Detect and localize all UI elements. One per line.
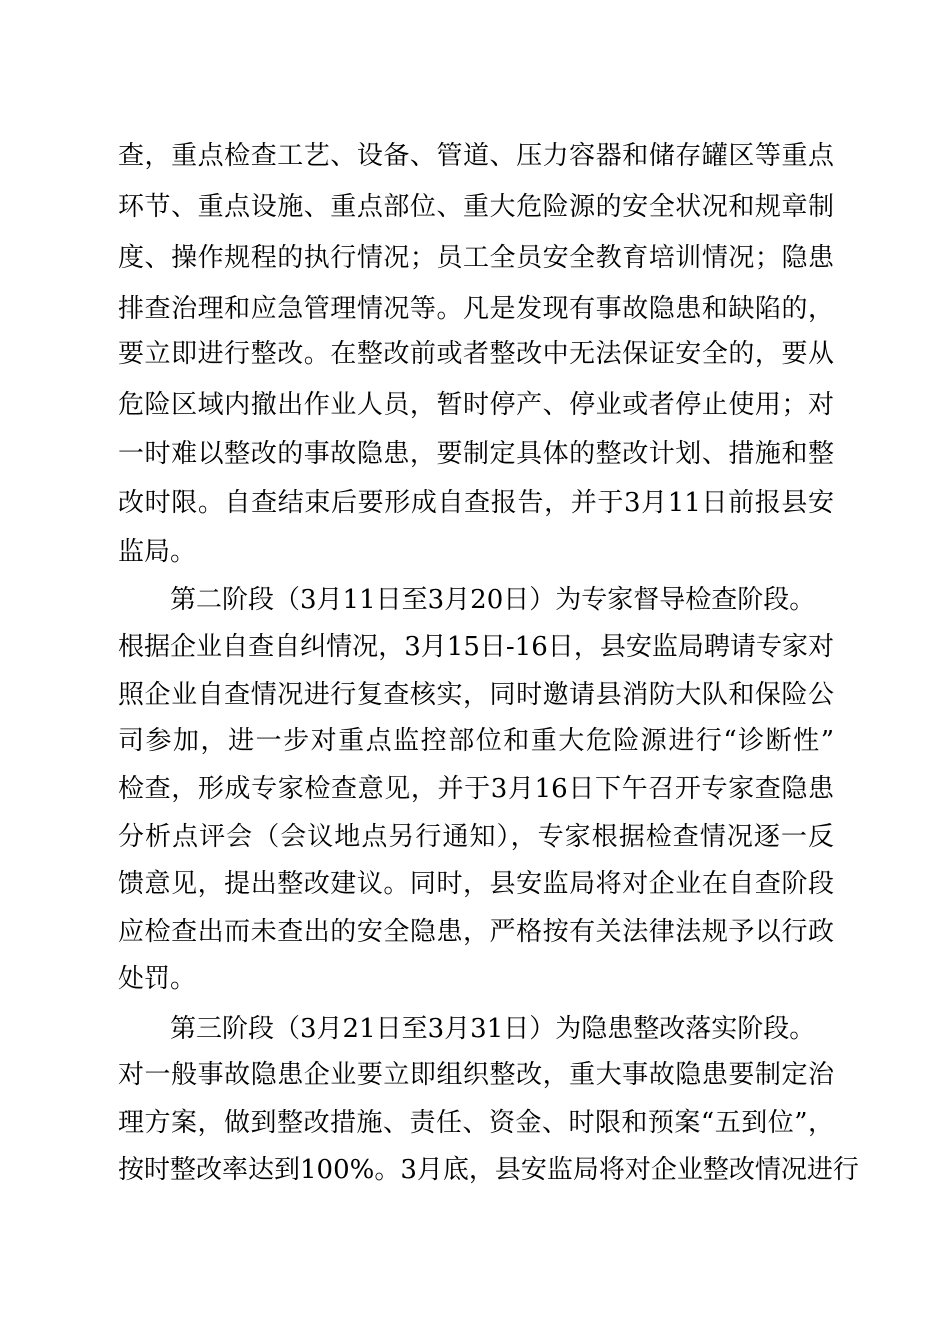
text-line: 一时难以整改的事故隐患，要制定具体的整改计划、措施和整 <box>118 439 834 469</box>
text-line: 查，重点检查工艺、设备、管道、压力容器和储存罐区等重点 <box>118 141 834 171</box>
text-line: 照企业自查情况进行复查核实，同时邀请县消防大队和保险公 <box>118 680 834 710</box>
text-line: 检查，形成专家检查意见，并于3月16日下午召开专家查隐患 <box>118 774 834 804</box>
text-line: 环节、重点设施、重点部位、重大危险源的安全状况和规章制 <box>118 192 834 222</box>
text-line: 对一般事故隐患企业要立即组织整改，重大事故隐患要制定治 <box>118 1060 834 1090</box>
text-line: 危险区域内撤出作业人员，暂时停产、停业或者停止使用；对 <box>118 390 834 420</box>
text-line: 监局。 <box>118 537 197 567</box>
text-line: 应检查出而未查出的安全隐患，严格按有关法律法规予以行政 <box>118 917 834 947</box>
text-line: 处罚。 <box>118 964 197 994</box>
text-line: 改时限。自查结束后要形成自查报告，并于3月11日前报县安 <box>118 488 834 518</box>
text-line: 要立即进行整改。在整改前或者整改中无法保证安全的，要从 <box>118 339 834 369</box>
text-line: 馈意见，提出整改建议。同时，县安监局将对企业在自查阶段 <box>118 869 834 899</box>
text-line: 度、操作规程的执行情况；员工全员安全教育培训情况；隐患 <box>118 243 834 273</box>
text-line: 按时整改率达到100%。3月底，县安监局将对企业整改情况进行 <box>118 1155 859 1185</box>
paragraph-start-line: 第二阶段（3月11日至3月20日）为专家督导检查阶段。 <box>170 585 816 615</box>
text-line: 排查治理和应急管理情况等。凡是发现有事故隐患和缺陷的， <box>118 294 834 324</box>
text-line: 根据企业自查自纠情况，3月15日-16日，县安监局聘请专家对 <box>118 632 834 662</box>
paragraph-start-line: 第三阶段（3月21日至3月31日）为隐患整改落实阶段。 <box>170 1014 816 1044</box>
text-line: 理方案，做到整改措施、责任、资金、时限和预案“五到位”， <box>118 1108 834 1138</box>
text-line: 分析点评会（会议地点另行通知），专家根据检查情况逐一反 <box>118 822 834 852</box>
text-line: 司参加，进一步对重点监控部位和重大危险源进行“诊断性” <box>118 726 834 756</box>
